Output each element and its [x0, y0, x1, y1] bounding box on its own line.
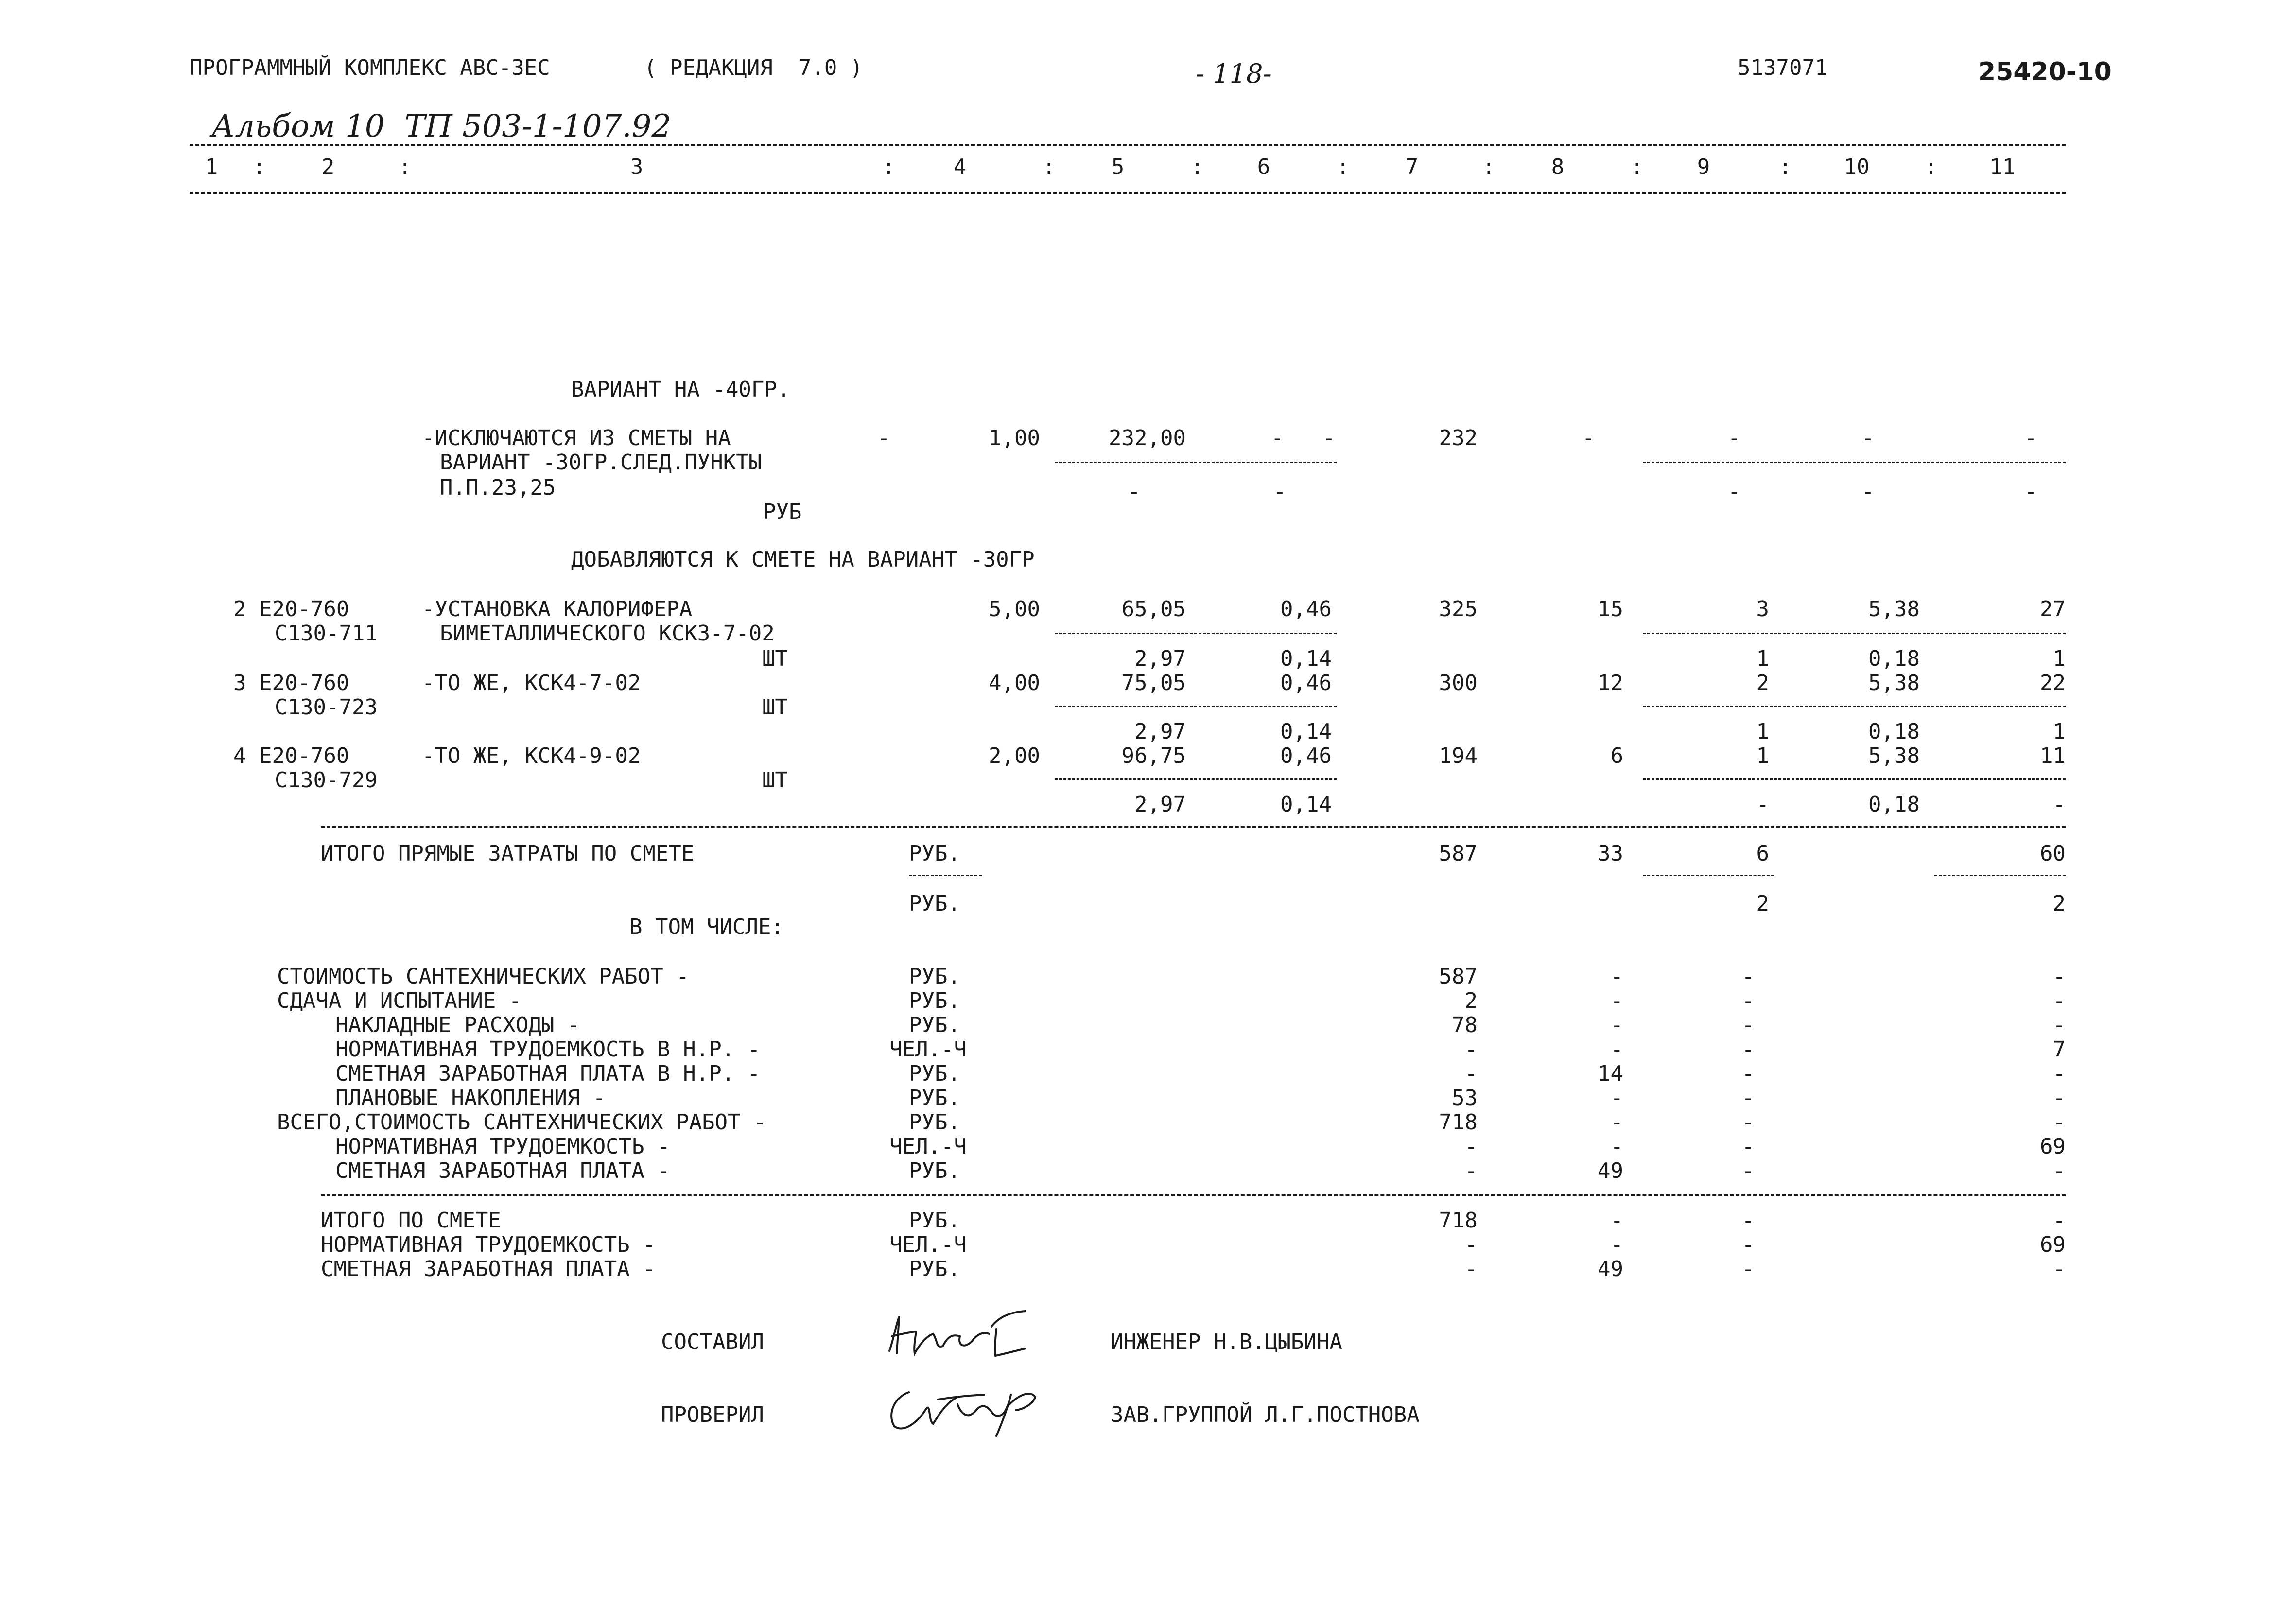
- col-separator: :: [1925, 155, 1938, 179]
- direct-s11: 2: [2052, 891, 2066, 916]
- section-rule: [321, 826, 2066, 828]
- summary-c7: 53: [1452, 1086, 1478, 1110]
- item-s10: 0,18: [1868, 792, 1920, 817]
- summary-c9: -: [1741, 964, 1755, 989]
- item-s9: 1: [1756, 719, 1769, 744]
- summary-c9: -: [1741, 1037, 1755, 1062]
- summary-c7: -: [1464, 1134, 1478, 1159]
- direct-costs-unit: РУБ.: [909, 841, 960, 866]
- exclude-qty: 1,00: [989, 426, 1040, 450]
- summary-unit: РУБ.: [909, 1086, 960, 1110]
- summary-label: ВСЕГО,СТОИМОСТЬ САНТЕХНИЧЕСКИХ РАБОТ -: [277, 1110, 766, 1135]
- item-s6: 0,14: [1280, 646, 1332, 671]
- item-c5: 96,75: [1121, 743, 1186, 768]
- summary-c9: -: [1741, 1110, 1755, 1135]
- col-separator: :: [1779, 155, 1792, 179]
- col-separator: :: [1337, 155, 1350, 179]
- add-title: ДОБАВЛЯЮТСЯ К СМЕТЕ НА ВАРИАНТ -30ГР: [571, 547, 1035, 572]
- summary-c7: 78: [1452, 1013, 1478, 1037]
- item-c7: 325: [1439, 597, 1478, 622]
- summary-unit: РУБ.: [909, 988, 960, 1013]
- composed-by: ИНЖЕНЕР Н.В.ЦЫБИНА: [1111, 1330, 1342, 1354]
- summary-c8: 49: [1598, 1158, 1623, 1183]
- item-s10: 0,18: [1868, 646, 1920, 671]
- totals-rule: [321, 1194, 2066, 1196]
- sub-rule: [1055, 462, 1337, 463]
- col-4: 4: [953, 155, 967, 179]
- sub-rule: [1643, 462, 2066, 463]
- document-number: 25420-10: [1978, 57, 2112, 86]
- direct-c9: 6: [1756, 841, 1769, 866]
- summary-c11: -: [2052, 1013, 2066, 1037]
- item-number: 4 Е20-760: [233, 743, 349, 768]
- item-s11: -: [2052, 792, 2066, 817]
- item-c11: 22: [2040, 671, 2066, 695]
- summary-unit: РУБ.: [909, 1110, 960, 1135]
- sub-rule: [1934, 875, 2066, 876]
- summary-c9: -: [1741, 1158, 1755, 1183]
- edition: ( РЕДАКЦИЯ 7.0 ): [644, 55, 863, 80]
- program-title: ПРОГРАММНЫЙ КОМПЛЕКС АВС-3ЕС: [190, 55, 550, 80]
- item-c10: 5,38: [1868, 671, 1920, 695]
- col-separator: :: [1631, 155, 1644, 179]
- totals-c7: 718: [1439, 1208, 1478, 1233]
- sub-rule: [1643, 633, 2066, 634]
- col-3: 3: [630, 155, 644, 179]
- totals-c11: 69: [2040, 1232, 2066, 1257]
- item-s11: 1: [2052, 719, 2066, 744]
- summary-c7: 2: [1464, 988, 1478, 1013]
- summary-unit: ЧЕЛ.-Ч: [889, 1134, 967, 1159]
- exclude-c10: -: [1861, 426, 1875, 450]
- item-c8: 12: [1598, 671, 1623, 695]
- direct-costs-unit-2: РУБ.: [909, 891, 960, 916]
- col-1: 1: [205, 155, 218, 179]
- direct-c11: 60: [2040, 841, 2066, 866]
- item-qty: 4,00: [989, 671, 1040, 695]
- signature-composed: [880, 1307, 1035, 1365]
- summary-unit: РУБ.: [909, 1061, 960, 1086]
- summary-c9: -: [1741, 1013, 1755, 1037]
- item-s11: 1: [2052, 646, 2066, 671]
- item-code: С130-711: [275, 621, 378, 646]
- exclude-c9: -: [1728, 426, 1741, 450]
- summary-c9: -: [1741, 1134, 1755, 1159]
- item-qty: 5,00: [989, 597, 1040, 622]
- col-separator: :: [1043, 155, 1056, 179]
- summary-c7: 587: [1439, 964, 1478, 989]
- sub-rule: [1055, 633, 1337, 634]
- sub-rule: [1055, 706, 1337, 707]
- summary-unit: РУБ.: [909, 1158, 960, 1183]
- header-rule: [190, 144, 2066, 146]
- summary-label: СМЕТНАЯ ЗАРАБОТНАЯ ПЛАТА В Н.Р. -: [335, 1061, 761, 1086]
- summary-unit: РУБ.: [909, 964, 960, 989]
- checked-by: ЗАВ.ГРУППОЙ Л.Г.ПОСТНОВА: [1111, 1402, 1420, 1427]
- summary-c9: -: [1741, 1061, 1755, 1086]
- totals-c8: 49: [1598, 1257, 1623, 1281]
- exclude-s10: -: [1861, 479, 1875, 504]
- totals-label: СМЕТНАЯ ЗАРАБОТНАЯ ПЛАТА -: [321, 1257, 656, 1281]
- direct-c7: 587: [1439, 841, 1478, 866]
- sub-rule: [1643, 875, 1774, 876]
- summary-c9: -: [1741, 1086, 1755, 1110]
- exclude-line-2: ВАРИАНТ -30ГР.СЛЕД.ПУНКТЫ: [440, 450, 762, 475]
- item-number: 2 Е20-760: [233, 597, 349, 622]
- summary-c9: -: [1741, 988, 1755, 1013]
- checked-label: ПРОВЕРИЛ: [661, 1402, 764, 1427]
- exclude-c6: - -: [1271, 426, 1336, 450]
- summary-c7: -: [1464, 1158, 1478, 1183]
- exclude-c5: 232,00: [1109, 426, 1186, 450]
- summary-c8: -: [1610, 1037, 1623, 1062]
- summary-unit: ЧЕЛ.-Ч: [889, 1037, 967, 1062]
- summary-label: СМЕТНАЯ ЗАРАБОТНАЯ ПЛАТА -: [335, 1158, 670, 1183]
- totals-unit: РУБ.: [909, 1257, 960, 1281]
- item-c6: 0,46: [1280, 743, 1332, 768]
- item-c8: 15: [1598, 597, 1623, 622]
- variant-title: ВАРИАНТ НА -40ГР.: [571, 377, 790, 402]
- summary-c8: -: [1610, 988, 1623, 1013]
- col-2: 2: [321, 155, 335, 179]
- item-name: -ТО ЖЕ, КСК4-9-02: [422, 743, 641, 768]
- item-name: -УСТАНОВКА КАЛОРИФЕРА: [422, 597, 693, 622]
- item-c6: 0,46: [1280, 671, 1332, 695]
- sub-rule: [1055, 778, 1337, 780]
- summary-label: НАКЛАДНЫЕ РАСХОДЫ -: [335, 1013, 580, 1037]
- item-c10: 5,38: [1868, 743, 1920, 768]
- totals-c7: -: [1464, 1232, 1478, 1257]
- item-c11: 11: [2040, 743, 2066, 768]
- summary-label: СДАЧА И ИСПЫТАНИЕ -: [277, 988, 522, 1013]
- summary-c8: -: [1610, 1013, 1623, 1037]
- col-9: 9: [1697, 155, 1710, 179]
- item-unit: ШТ: [762, 768, 788, 793]
- item-c9: 1: [1756, 743, 1769, 768]
- exclude-c11: -: [2024, 426, 2037, 450]
- item-s9: -: [1756, 792, 1769, 817]
- exclude-c8: -: [1582, 426, 1595, 450]
- exclude-s5: -: [1128, 479, 1141, 504]
- item-c7: 300: [1439, 671, 1478, 695]
- summary-c11: 69: [2040, 1134, 2066, 1159]
- summary-label: ПЛАНОВЫЕ НАКОПЛЕНИЯ -: [335, 1086, 606, 1110]
- summary-unit: РУБ.: [909, 1013, 960, 1037]
- totals-unit: ЧЕЛ.-Ч: [889, 1232, 967, 1257]
- exclude-c7: 232: [1439, 426, 1478, 450]
- item-unit: ШТ: [762, 646, 788, 671]
- totals-c11: -: [2052, 1257, 2066, 1281]
- item-s10: 0,18: [1868, 719, 1920, 744]
- summary-c11: -: [2052, 1086, 2066, 1110]
- totals-c9: -: [1741, 1232, 1755, 1257]
- item-s9: 1: [1756, 646, 1769, 671]
- totals-c9: -: [1741, 1257, 1755, 1281]
- summary-c7: 718: [1439, 1110, 1478, 1135]
- summary-label: НОРМАТИВНАЯ ТРУДОЕМКОСТЬ -: [335, 1134, 670, 1159]
- item-c5: 65,05: [1121, 597, 1186, 622]
- direct-s9: 2: [1756, 891, 1769, 916]
- summary-label: СТОИМОСТЬ САНТЕХНИЧЕСКИХ РАБОТ -: [277, 964, 689, 989]
- totals-c11: -: [2052, 1208, 2066, 1233]
- code-number: 5137071: [1738, 55, 1828, 80]
- item-c5: 75,05: [1121, 671, 1186, 695]
- totals-unit: РУБ.: [909, 1208, 960, 1233]
- including-label: В ТОМ ЧИСЛЕ:: [629, 915, 784, 939]
- totals-c9: -: [1741, 1208, 1755, 1233]
- exclude-line-1: -ИСКЛЮЧАЮТСЯ ИЗ СМЕТЫ НА: [422, 426, 731, 450]
- exclude-line-3: П.П.23,25: [440, 475, 556, 500]
- summary-c8: -: [1610, 964, 1623, 989]
- exclude-s11: -: [2024, 479, 2037, 504]
- totals-c7: -: [1464, 1257, 1478, 1281]
- exclude-unit: РУБ: [763, 500, 802, 524]
- item-name: -ТО ЖЕ, КСК4-7-02: [422, 671, 641, 695]
- summary-c11: -: [2052, 964, 2066, 989]
- summary-c8: -: [1610, 1134, 1623, 1159]
- exclude-s6: -: [1273, 479, 1287, 504]
- item-s6: 0,14: [1280, 792, 1332, 817]
- item-c11: 27: [2040, 597, 2066, 622]
- totals-c8: -: [1610, 1232, 1623, 1257]
- col-10: 10: [1844, 155, 1870, 179]
- summary-c11: -: [2052, 1158, 2066, 1183]
- item-s5: 2,97: [1134, 719, 1186, 744]
- col-separator: :: [1482, 155, 1496, 179]
- col-8: 8: [1551, 155, 1565, 179]
- item-name-2: БИМЕТАЛЛИЧЕСКОГО КСК3-7-02: [440, 621, 775, 646]
- col-5: 5: [1111, 155, 1125, 179]
- col-11: 11: [1989, 155, 2016, 179]
- item-c7: 194: [1439, 743, 1478, 768]
- sub-rule: [1643, 706, 2066, 707]
- totals-label: НОРМАТИВНАЯ ТРУДОЕМКОСТЬ -: [321, 1232, 656, 1257]
- summary-c11: -: [2052, 988, 2066, 1013]
- exclude-s9: -: [1728, 479, 1741, 504]
- totals-label: ИТОГО ПО СМЕТЕ: [321, 1208, 501, 1233]
- album-reference: Альбом 10 ТП 503-1-107.92: [211, 108, 672, 144]
- col-7: 7: [1405, 155, 1419, 179]
- col-separator: :: [1191, 155, 1204, 179]
- item-code: С130-729: [275, 768, 378, 793]
- sub-rule: [1643, 778, 2066, 780]
- item-qty: 2,00: [989, 743, 1040, 768]
- col-separator: :: [399, 155, 412, 179]
- signature-checked: [880, 1375, 1045, 1438]
- item-c8: 6: [1610, 743, 1623, 768]
- summary-c11: 7: [2052, 1037, 2066, 1062]
- col-separator: :: [253, 155, 266, 179]
- composed-label: СОСТАВИЛ: [661, 1330, 764, 1354]
- summary-c7: -: [1464, 1061, 1478, 1086]
- item-code: С130-723: [275, 695, 378, 720]
- item-unit: ШТ: [762, 695, 788, 720]
- direct-c8: 33: [1598, 841, 1623, 866]
- col-6: 6: [1257, 155, 1270, 179]
- item-c9: 2: [1756, 671, 1769, 695]
- exclude-dash: -: [877, 426, 890, 450]
- item-c6: 0,46: [1280, 597, 1332, 622]
- summary-c7: -: [1464, 1037, 1478, 1062]
- item-s6: 0,14: [1280, 719, 1332, 744]
- item-c10: 5,38: [1868, 597, 1920, 622]
- totals-c8: -: [1610, 1208, 1623, 1233]
- summary-c11: -: [2052, 1110, 2066, 1135]
- summary-c8: -: [1610, 1086, 1623, 1110]
- summary-c8: 14: [1598, 1061, 1623, 1086]
- column-header-rule: [190, 192, 2066, 194]
- summary-c11: -: [2052, 1061, 2066, 1086]
- summary-c8: -: [1610, 1110, 1623, 1135]
- item-c9: 3: [1756, 597, 1769, 622]
- direct-costs-label: ИТОГО ПРЯМЫЕ ЗАТРАТЫ ПО СМЕТЕ: [321, 841, 695, 866]
- item-s5: 2,97: [1134, 646, 1186, 671]
- item-s5: 2,97: [1134, 792, 1186, 817]
- summary-label: НОРМАТИВНАЯ ТРУДОЕМКОСТЬ В Н.Р. -: [335, 1037, 761, 1062]
- page-number: - 118-: [1196, 58, 1272, 89]
- item-number: 3 Е20-760: [233, 671, 349, 695]
- col-separator: :: [882, 155, 895, 179]
- sub-rule: [909, 875, 982, 876]
